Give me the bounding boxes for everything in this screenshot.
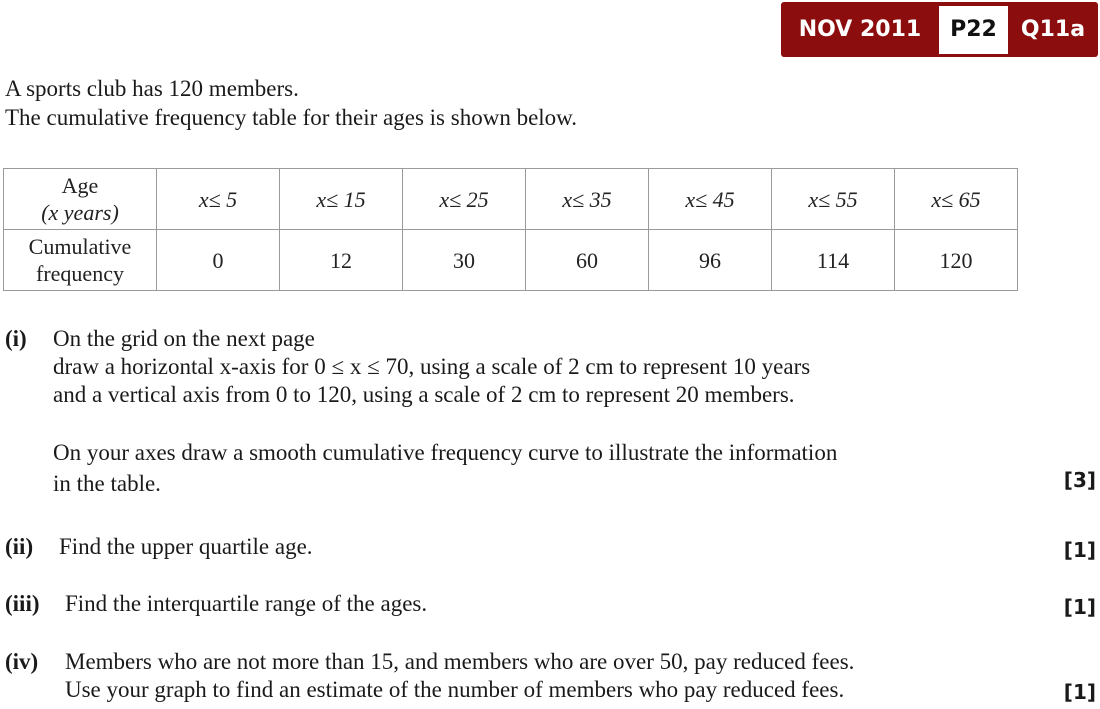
frequency-header-line-2: frequency xyxy=(36,261,124,286)
part-ii-mark: [1] xyxy=(1063,538,1096,562)
question-number: Q11a xyxy=(1020,17,1086,42)
part-i-text-2 xyxy=(53,437,837,499)
age-cell: x≤ 5 xyxy=(157,169,280,230)
part-iv-number: (iv) xyxy=(5,649,39,674)
part-iv-line-1: Members who are not more than 15, and members who are over 50, pay reduced fees. xyxy=(65,649,855,674)
frequency-header xyxy=(4,230,157,291)
frequency-cell: 30 xyxy=(403,230,526,291)
intro-text xyxy=(5,74,577,132)
age-cell: x≤ 65 xyxy=(895,169,1018,230)
exam-date: NOV 2011 xyxy=(798,17,922,42)
age-cell: x≤ 55 xyxy=(772,169,895,230)
part-ii-text: Find the upper quartile age. xyxy=(59,534,313,559)
part-ii-number: (ii) xyxy=(5,534,34,559)
part-iii xyxy=(5,590,40,618)
frequency-cell: 114 xyxy=(772,230,895,291)
part-iii-mark: [1] xyxy=(1063,595,1096,619)
part-iii-number: (iii) xyxy=(5,591,40,616)
part-i-line-1: On the grid on the next page xyxy=(53,326,315,351)
age-cell: x≤ 45 xyxy=(649,169,772,230)
paper-number: P22 xyxy=(939,6,1008,54)
frequency-cell: 96 xyxy=(649,230,772,291)
part-iv xyxy=(5,648,38,676)
frequency-row xyxy=(4,230,1018,291)
frequency-cell: 60 xyxy=(526,230,649,291)
part-iii-text: Find the interquartile range of the ages. xyxy=(65,591,428,616)
part-i-line-3: and a vertical axis from 0 to 120, using a scale of 2 cm to represent 20 members. xyxy=(53,382,795,407)
part-i-mark: [3] xyxy=(1063,468,1096,492)
part-ii xyxy=(5,533,33,561)
age-cell: x≤ 25 xyxy=(403,169,526,230)
question-badge xyxy=(781,2,1098,57)
age-row xyxy=(4,169,1018,230)
part-i-number: (i) xyxy=(5,326,27,351)
part-iv-line-2: Use your graph to find an estimate of the number of members who pay reduced fees. xyxy=(65,677,845,702)
age-header-line-1: Age xyxy=(61,173,99,198)
frequency-header-line-1: Cumulative xyxy=(28,234,132,259)
age-cell: x≤ 15 xyxy=(280,169,403,230)
frequency-cell: 12 xyxy=(280,230,403,291)
frequency-cell: 0 xyxy=(157,230,280,291)
frequency-cell: 120 xyxy=(895,230,1018,291)
cumulative-frequency-table xyxy=(3,168,1018,291)
part-i-line-4: On your axes draw a smooth cumulative frequency curve to illustrate the information xyxy=(53,440,838,465)
intro-line-2: The cumulative frequency table for their ages is shown below. xyxy=(5,105,578,130)
age-cell: x≤ 35 xyxy=(526,169,649,230)
part-i-text xyxy=(53,325,810,409)
intro-line-1: A sports club has 120 members. xyxy=(5,76,299,101)
part-i-line-2: draw a horizontal x-axis for 0 ≤ x ≤ 70, using a scale of 2 cm to represent 10 years xyxy=(53,354,811,379)
part-iv-mark: [1] xyxy=(1063,680,1096,704)
age-header xyxy=(4,169,157,230)
part-iv-text xyxy=(65,648,854,704)
part-i-line-5: in the table. xyxy=(53,471,161,496)
age-header-line-2: (x years) xyxy=(41,200,119,225)
